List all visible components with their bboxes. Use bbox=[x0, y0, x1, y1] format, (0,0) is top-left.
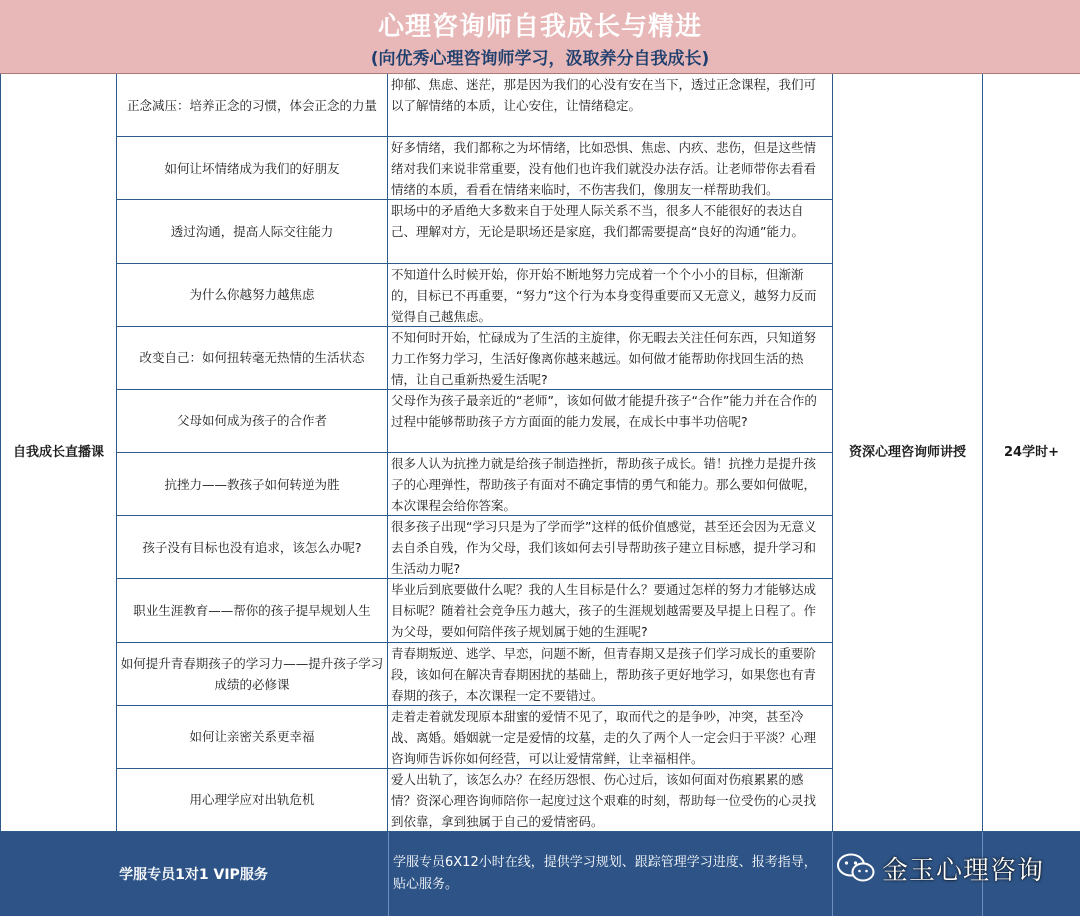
vip-service-desc: 学服专员6X12小时在线，提供学习规划、跟踪管理学习进度、报考指导，贴心服务。 bbox=[388, 832, 832, 916]
vip-service-label: 学服专员1对1 VIP服务 bbox=[119, 867, 268, 883]
course-description: 抑郁、焦虑、迷茫，那是因为我们的心没有安在当下，透过正念课程，我们可以了解情绪的本质，让心安住，让情绪稳定。 bbox=[388, 74, 833, 137]
course-description: 毕业后到底要做什么呢？我的人生目标是什么？要通过怎样的努力才能够达成目标呢？随着社会竞争压力越大，孩子的生涯规划越需要及早提上日程了。作为父母，要如何陪伴孩子规划属于她的生涯呢? bbox=[388, 579, 833, 642]
course-topic: 正念减压：培养正念的习惯，体会正念的力量 bbox=[117, 74, 388, 137]
course-description: 青春期叛逆、逃学、早恋，问题不断，但青春期又是孩子们学习成长的重要阶段，该如何在解决青春期困扰的基础上，帮助孩子更好地学习，如果您也有青春期的孩子，本次课程一定不要错过。 bbox=[388, 643, 833, 706]
course-description: 好多情绪，我们都称之为坏情绪，比如恐惧、焦虑、内疚、悲伤，但是这些情绪对我们来说非常重要，没有他们也许我们就没办法存活。让老师带你去看看情绪的本质，看看在情绪来临时，不伤害我们，像朋友一样帮助我们。 bbox=[388, 137, 833, 200]
course-description: 走着走着就发现原本甜蜜的爱情不见了，取而代之的是争吵，冲突，甚至冷战、离婚。婚姻就一定是爱情的坟墓，走的久了两个人一定会归于平淡？心理咨询师告诉你如何经营，可以让爱情常鲜，让幸福相伴。 bbox=[388, 706, 833, 769]
course-topic: 改变自己：如何扭转毫无热情的生活状态 bbox=[117, 327, 388, 390]
watermark-text: 金玉心理咨询 bbox=[882, 855, 1045, 886]
course-topic: 如何提升青春期孩子的学习力——提升孩子学习成绩的必修课 bbox=[117, 643, 388, 706]
course-description: 很多人认为抗挫力就是给孩子制造挫折，帮助孩子成长。错！抗挫力是提升孩子的心理弹性，帮助孩子有面对不确定事情的勇气和能力。那么要如何做呢，本次课程会给你答案。 bbox=[388, 453, 833, 516]
course-description: 很多孩子出现“学习只是为了学而学”这样的低价值感觉，甚至还会因为无意义去自杀自残，作为父母，我们该如何去引导帮助孩子建立目标感，提升学习和生活动力呢? bbox=[388, 516, 833, 579]
watermark bbox=[836, 848, 1044, 888]
course-topic: 职业生涯教育——帮你的孩子提早规划人生 bbox=[117, 579, 388, 642]
wechat-icon bbox=[836, 852, 876, 884]
course-topic: 如何让亲密关系更幸福 bbox=[117, 706, 388, 769]
course-topic: 用心理学应对出轨危机 bbox=[117, 769, 388, 832]
course-topic: 孩子没有目标也没有追求，该怎么办呢? bbox=[117, 516, 388, 579]
teacher-cell: 资深心理咨询师讲授 bbox=[833, 74, 983, 832]
course-topic: 为什么你越努力越焦虑 bbox=[117, 264, 388, 327]
course-topic: 透过沟通，提高人际交往能力 bbox=[117, 200, 388, 263]
page-title: 心理咨询师自我成长与精进 bbox=[377, 12, 702, 42]
course-description: 不知道什么时候开始，你开始不断地努力完成着一个个小小的目标，但渐渐的，目标已不再重要，“努力”这个行为本身变得重要而又无意义，越努力反而觉得自己越焦虑。 bbox=[388, 264, 833, 327]
hours-cell: 24学时+ bbox=[983, 74, 1080, 832]
page-subtitle: (向优秀心理咨询师学习，汲取养分自我成长) bbox=[370, 49, 710, 69]
course-description: 父母作为孩子最亲近的“老师”，该如何做才能提升孩子“合作”能力并在合作的过程中能够帮助孩子方方面面的能力发展，在成长中事半功倍呢? bbox=[388, 390, 833, 453]
course-description: 爱人出轨了，该怎么办？在经历怨恨、伤心过后，该如何面对伤痕累累的感情？资深心理咨询师陪你一起度过这个艰难的时刻，帮助每一位受伤的心灵找到依靠，拿到独属于自己的爱情密码。 bbox=[388, 769, 833, 832]
page-header bbox=[0, 0, 1080, 74]
course-description: 不知何时开始，忙碌成为了生活的主旋律，你无暇去关注任何东西，只知道努力工作努力学习，生活好像离你越来越远。如何做才能帮助你找回生活的热情，让自己重新热爱生活呢? bbox=[388, 327, 833, 390]
category-cell: 自我成长直播课 bbox=[1, 74, 117, 832]
course-topic: 如何让坏情绪成为我们的好朋友 bbox=[117, 137, 388, 200]
course-topic: 抗挫力——教孩子如何转逆为胜 bbox=[117, 453, 388, 516]
course-description: 职场中的矛盾绝大多数来自于处理人际关系不当，很多人不能很好的表达自己、理解对方，无论是职场还是家庭，我们都需要提高“良好的沟通”能力。 bbox=[388, 200, 833, 263]
course-topic: 父母如何成为孩子的合作者 bbox=[117, 390, 388, 453]
course-table bbox=[0, 74, 1080, 832]
